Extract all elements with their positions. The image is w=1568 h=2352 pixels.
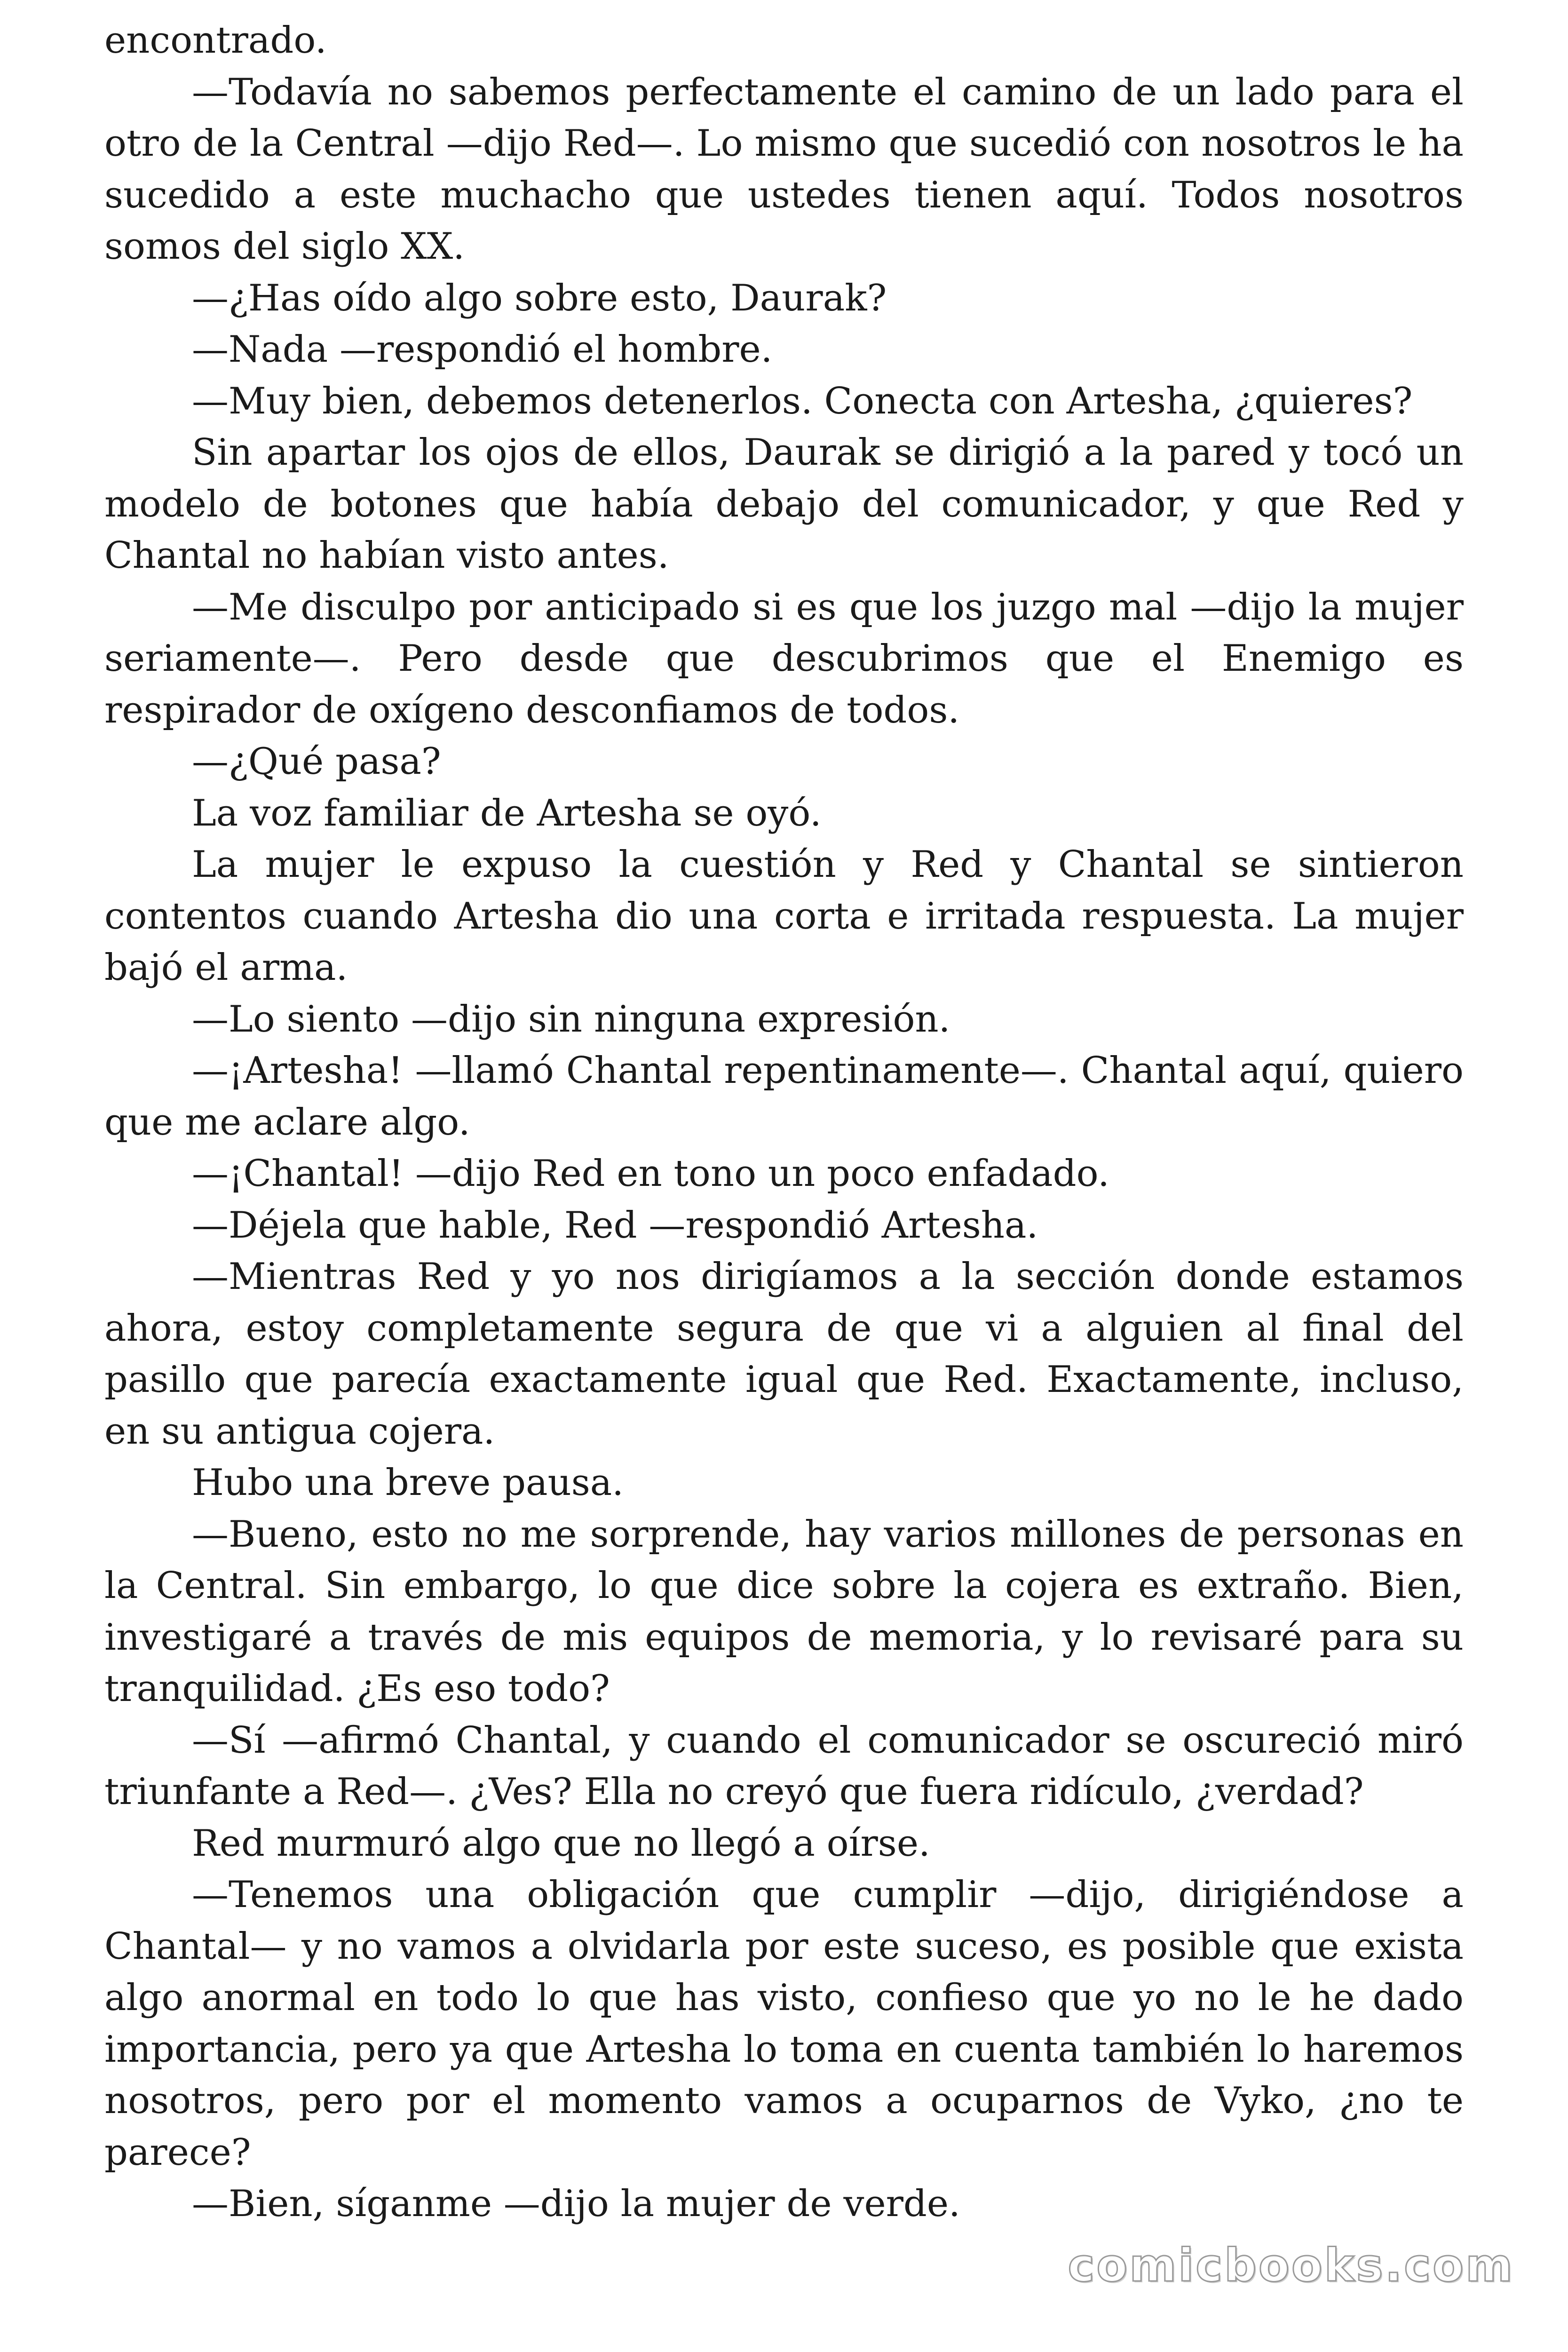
page-text [104, 15, 1464, 2230]
paragraph: La voz familiar de Artesha se oyó. [192, 792, 822, 834]
paragraph: —¡Chantal! —dijo Red en tono un poco enfadado. [192, 1152, 1109, 1195]
paragraph: —¿Has oído algo sobre esto, Daurak? [192, 277, 887, 319]
paragraph: —Déjela que hable, Red —respondió Artesha. [192, 1204, 1038, 1247]
paragraph: —Nada —respondió el hombre. [192, 328, 773, 371]
paragraph: —¡Artesha! —llamó Chantal repentinamente—. Chantal aquí, quiero que me aclare algo. [104, 1049, 1464, 1144]
paragraph: —¿Qué pasa? [192, 740, 441, 783]
paragraph: —Bien, síganme —dijo la mujer de verde. [192, 2183, 960, 2225]
paragraph: —Me disculpo por anticipado si es que los juzgo mal —dijo la mujer seriamente—. Pero desde que descubrimos que el Enemigo es respirador de oxígeno desconfiamos de todos. [104, 586, 1464, 731]
paragraph: —Lo siento —dijo sin ninguna expresión. [192, 998, 950, 1041]
paragraph: Sin apartar los ojos de ellos, Daurak se dirigió a la pared y tocó un modelo de botones que había debajo del comunicador, y que Red y Chantal no habían visto antes. [104, 431, 1464, 577]
watermark: comicbooks.com [1068, 2239, 1514, 2292]
paragraph: —Mientras Red y yo nos dirigíamos a la sección donde estamos ahora, estoy completamente segura de que vi a alguien al final del pasillo que parecía exactamente igual que Red. Exactamente, incluso, en su antigua cojera. [104, 1255, 1464, 1453]
paragraph: —Sí —afirmó Chantal, y cuando el comunicador se oscureció miró triunfante a Red—. ¿Ves? Ella no creyó que fuera ridículo, ¿verdad? [104, 1719, 1464, 1813]
paragraph: —Muy bien, debemos detenerlos. Conecta con Artesha, ¿quieres? [192, 380, 1413, 422]
paragraph-continuation: encontrado. [104, 19, 327, 62]
paragraph: Hubo una breve pausa. [192, 1462, 624, 1504]
paragraph: —Tenemos una obligación que cumplir —dijo, dirigiéndose a Chantal— y no vamos a olvidarla por este suceso, es posible que exista algo anormal en todo lo que has visto, confieso que yo no le he dado importancia, pero ya que Artesha lo toma en cuenta también lo haremos nosotros, pero por el momento vamos a ocuparnos de Vyko, ¿no te parece? [104, 1874, 1464, 2174]
paragraph: Red murmuró algo que no llegó a oírse. [192, 1822, 930, 1865]
paragraph: La mujer le expuso la cuestión y Red y Chantal se sintieron contentos cuando Artesha dio una corta e irritada respuesta. La mujer bajó el arma. [104, 843, 1464, 989]
paragraph: —Bueno, esto no me sorprende, hay varios millones de personas en la Central. Sin embargo, lo que dice sobre la cojera es extraño. Bien, investigaré a través de mis equipos de memoria, y lo revisaré para su tranquilidad. ¿Es eso todo? [104, 1513, 1464, 1710]
paragraph: —Todavía no sabemos perfectamente el camino de un lado para el otro de la Central —dijo Red—. Lo mismo que sucedió con nosotros le ha sucedido a este muchacho que ustedes tienen aquí. Todos nosotros somos del siglo XX. [104, 71, 1464, 268]
